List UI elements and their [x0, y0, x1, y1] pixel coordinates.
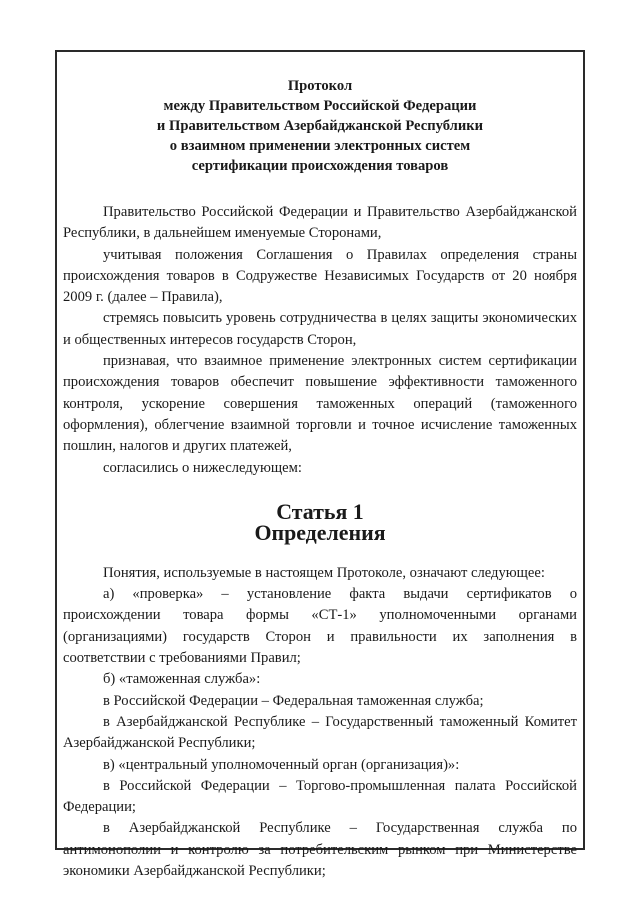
title-line: Протокол — [287, 78, 353, 94]
article-number: Статья 1 — [276, 498, 364, 524]
title-line: между Правительством Российской Федерации — [163, 98, 477, 114]
title-line: сертификации происхождения товаров — [191, 158, 449, 174]
body-paragraph: в Азербайджанской Республике – Государственный таможенный Комитет Азербайджанской Республики; — [63, 713, 577, 752]
preamble-paragraph: учитывая положения Соглашения о Правилах определения страны происхождения товаров в Содружестве Независимых Государств от 20 ноября 2009 г. (далее – Правила), — [63, 246, 577, 306]
body-paragraph: а) «проверка» – установление факта выдачи сертификатов о происхождении товара формы «СТ-1» уполномоченными органами (организациями) государств Сторон и правильности их заполнения в соответствии с требованиями Правил; — [63, 586, 577, 667]
article-title: Определения — [254, 519, 386, 545]
body-paragraph: в Российской Федерации – Торгово-промышленная палата Российской Федерации; — [63, 777, 577, 816]
body-paragraph: в) «центральный уполномоченный орган (организация)»: — [103, 756, 460, 773]
preamble-paragraph: стремясь повысить уровень сотрудничества в целях защиты экономических и общественных интересов государств Сторон, — [63, 310, 577, 348]
document-page — [63, 76, 577, 882]
body-paragraph: в Азербайджанской Республике – Государственная служба по антимонополии и контролю за потребительским рынком при Министерстве экономики Азербайджанской Республики; — [63, 820, 577, 880]
article-heading — [63, 498, 577, 545]
title-line: и Правительством Азербайджанской Республики — [156, 118, 484, 134]
body-paragraph: в Российской Федерации – Федеральная таможенная служба; — [103, 692, 484, 709]
preamble-paragraph: признавая, что взаимное применение электронных систем сертификации происхождения товаров обеспечит повышение эффективности таможенного контроля, ускорение совершения таможенных операций (таможенного оформления), облегчение взаимной торговли и точное исчисление таможенных пошлин, налогов и других платежей, — [63, 353, 577, 455]
body-paragraph: б) «таможенная служба»: — [103, 671, 261, 688]
document-title — [63, 76, 577, 176]
preamble-paragraph: Правительство Российской Федерации и Правительство Азербайджанской Республики, в дальнейшем именуемые Сторонами, — [63, 204, 577, 242]
preamble-paragraph: согласились о нижеследующем: — [103, 459, 302, 476]
title-line: о взаимном применении электронных систем — [169, 138, 471, 154]
body-paragraph: Понятия, используемые в настоящем Протоколе, означают следующее: — [103, 564, 545, 581]
